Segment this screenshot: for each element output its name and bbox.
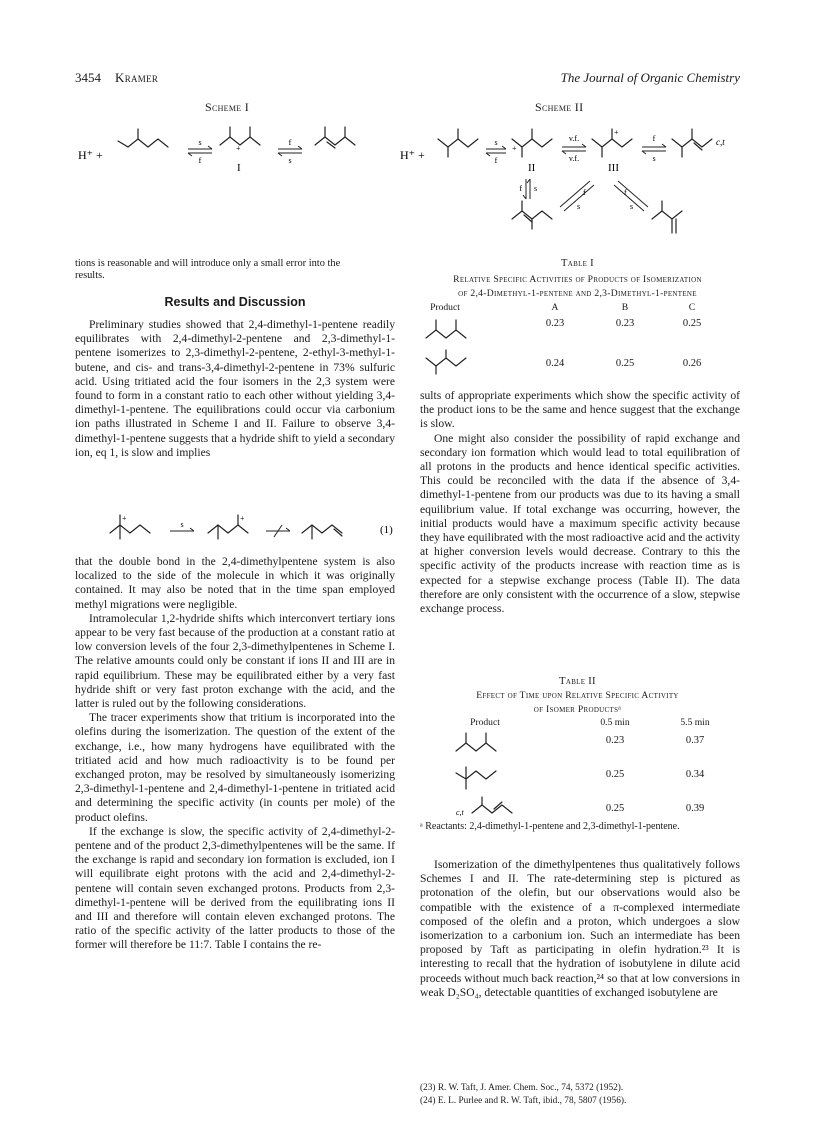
table-header: Product — [430, 302, 460, 313]
svg-text:c,t: c,t — [716, 137, 725, 147]
table-cell: 0.23 — [545, 318, 565, 329]
table-cell: 0.25 — [605, 803, 625, 814]
paragraph: The tracer experiments show that tritium is incorporated into the olefins during the isomerization. The question of the extent of the exchange, i.e., how many hydrogens have equilibrated with the tritiated acid and how much radioactivity is to be found per exchanged proton, may be resolved by simultaneously isomerizing 2,3-dimethyl-1-pentene and 2,4-dimethyl-1-pentene in tritiated acid and determining the specific activity (in counts per mole) of the product olefins. — [75, 711, 395, 824]
scheme-2-title: Scheme II — [535, 100, 584, 114]
paragraph: Isomerization of the dimethylpentenes thus qualitatively follows Schemes I and II. The rate-determining step is pictured as protonation of the olefin, but our observations would also be compatible with the existence of a π-complexed intermediate composed of the olefin and a proton, which undergoes a slow isomerization to a carbonium ion. Such an intermediate has been proposed by Taft as participating in olefin hydration.²³ It is interesting to recall that the hydration of isobutylene in dilute acid proceeds without much back reaction,²⁴ so that at low conversions in weak D₂SO₄, detectable quantities of exchanged isobutylene are — [420, 858, 740, 999]
product-2-3-dimethylpentene-structure — [420, 346, 480, 376]
paragraph: Intramolecular 1,2-hydride shifts which interconvert tertiary ions appear to be very fast because of the production at a constant ratio at low conversion levels of the four 2,3-dimethylpentenes in Scheme I. The relative amounts could only be constant if ions II and III are in rapid equilibrium. These may be equilibrated either by a very fast hydride shift or very fast proton exchange with the acid, and the latter is ruled out by the following considerations. — [75, 611, 395, 711]
left-intro — [75, 258, 395, 283]
table-cell: 0.25 — [615, 358, 635, 369]
section-heading: Results and Discussion — [164, 295, 306, 309]
svg-text:f: f — [624, 188, 627, 197]
paragraph: that the double bond in the 2,4-dimethylpentene system is also localized to the side of the molecule in which it was originally contained. It may also be noted that in the time span employed methyl migrations were negligible. — [75, 555, 395, 611]
svg-text:v.f.: v.f. — [568, 154, 580, 163]
svg-text:s: s — [180, 520, 184, 529]
page-number: 3454 — [75, 70, 101, 85]
svg-text:v.f.: v.f. — [568, 134, 580, 143]
svg-text:c,t: c,t — [456, 808, 464, 817]
table-1-title-1: Relative Specific Activities of Products of Isomerization — [453, 274, 702, 285]
svg-text:s: s — [494, 138, 498, 147]
product-structure — [450, 759, 510, 791]
table-cell: 0.26 — [682, 358, 702, 369]
paragraph: If the exchange is slow, the specific activity of 2,4-dimethyl-2-pentene and of the product 2,3-dimethylpentenes will be the same. If the exchange is rapid and secondary ion formation is excluded, ion I will equilibrate eight protons with the acid and 2,4-dimethyl-2-pentene will contain seven exchanged protons. Products from 2,3-dimethyl-1-pentene will be derived from the equilibrating ions II and III and therefore will contain eleven exchanged protons. The ratio of the specific activity of the latter products to those of the former will therefore be 11:7. Table I contains the re- — [75, 824, 395, 952]
scheme-2-diagram — [400, 115, 745, 245]
svg-text:(1): (1) — [380, 524, 393, 536]
product-structure-cis-trans — [450, 793, 520, 821]
table-2-footnote: ᵃ Reactants: 2,4-dimethyl-1-pentene and 2,3-dimethyl-1-pentene. — [420, 821, 680, 832]
table-cell: 0.24 — [545, 358, 565, 369]
svg-text:I: I — [237, 162, 241, 174]
svg-text:s: s — [652, 154, 656, 163]
svg-text:s: s — [630, 202, 634, 211]
svg-text:s: s — [577, 202, 581, 211]
running-author: Kramer — [115, 70, 159, 85]
table-2 — [420, 717, 740, 825]
svg-text:f: f — [198, 156, 202, 165]
journal-title: The Journal of Organic Chemistry — [560, 70, 740, 85]
svg-text:f: f — [583, 188, 586, 197]
svg-text:f: f — [494, 156, 498, 165]
svg-text:III: III — [608, 162, 619, 174]
table-cell: 0.23 — [605, 735, 625, 746]
table-1-title-2: of 2,4-Dimethyl-1-pentene and 2,3-Dimethyl-1-pentene — [458, 288, 697, 299]
table-header: Product — [470, 717, 500, 728]
left-body — [75, 555, 395, 953]
table-2-title-1: Effect of Time upon Relative Specific Activity — [476, 690, 679, 701]
table-1-label: Table I — [561, 258, 594, 269]
table-header: A — [551, 302, 559, 313]
product-2-4-dimethylpentene-structure — [420, 314, 480, 344]
table-header: 5.5 min — [680, 717, 710, 728]
svg-text:+: + — [614, 128, 619, 137]
paragraph: One might also consider the possibility of rapid exchange and secondary ion formation which would lead to total equilibration of all protons in the products and hence identical specific activities. This could be reconciled with the data if the absence of 3,4-dimethyl-1-pentene from our products was due to its having a small equilibrium value. If total exchange was occurring, however, the initial products would have a maximum specific activity because they have equilibrated with the most radioactive acid and the activity at higher conversion levels would decrease. Contrary to this the specific activity of the products increase with reaction time as is expected for a stepwise exchange process (Table II). The data therefore are only consistent with the occurrence of a slow, stepwise exchange process. — [420, 431, 741, 616]
svg-text:+: + — [236, 144, 241, 153]
svg-text:+: + — [240, 514, 245, 523]
table-cell: 0.37 — [685, 735, 705, 746]
table-header: C — [688, 302, 696, 313]
left-paragraph-1 — [75, 318, 395, 460]
svg-text:f: f — [652, 134, 656, 143]
scheme-1-title: Scheme I — [205, 100, 250, 114]
table-cell: 0.34 — [685, 769, 705, 780]
table-header: B — [621, 302, 629, 313]
scheme-1-diagram — [70, 115, 400, 185]
right-body-2 — [420, 858, 740, 1000]
svg-text:H⁺ +: H⁺ + — [400, 148, 425, 162]
svg-text:H⁺ +: H⁺ + — [78, 148, 103, 162]
svg-text:f: f — [288, 138, 292, 147]
table-cell: 0.23 — [615, 318, 635, 329]
paragraph: sults of appropriate experiments which show the specific activity of the product ions to be the same and hence suggest that the exchange is slow. — [420, 389, 740, 431]
table-cell: 0.25 — [605, 769, 625, 780]
footnote-24: (24) E. L. Purlee and R. W. Taft, ibid., 78, 5807 (1956). — [420, 1096, 627, 1106]
table-1 — [420, 302, 740, 382]
equation-1 — [100, 505, 400, 550]
right-body-1 — [420, 389, 740, 616]
table-cell: 0.25 — [682, 318, 702, 329]
svg-text:s: s — [198, 138, 202, 147]
intro-line-1: tions is reasonable and will introduce only a small error into the — [75, 258, 341, 269]
footnote-23: (23) R. W. Taft, J. Amer. Chem. Soc., 74, 5372 (1952). — [420, 1083, 624, 1093]
table-cell: 0.39 — [685, 803, 705, 814]
intro-line-2: results. — [75, 270, 105, 282]
svg-text:s: s — [288, 156, 292, 165]
table-2-label: Table II — [559, 676, 596, 687]
svg-text:f: f — [519, 184, 522, 193]
product-structure — [450, 729, 510, 759]
svg-text:+: + — [512, 144, 517, 153]
paragraph: Preliminary studies showed that 2,4-dimethyl-1-pentene readily equilibrates with 2,4-dimethyl-2-pentene and 2,3-dimethyl-1-pentene isomerizes to 2,3-dimethyl-2-pentene, 2-ethyl-3-methyl-1-butene, and cis- and trans-3,4-dimethyl-2-pentene in 73% sulfuric acid. Using tritiated acid the four isomers in the 2,3 system were found to form in a constant ratio to each other without yielding 3,4-dimethyl-1-pentene. The equilibrations could occur via carbonium ion paths illustrated in Scheme I and II. Failure to observe 3,4-dimethyl-1-pentene suggests that a hydride shift to yield a secondary ion, eq 1, is slow and implies — [75, 318, 395, 459]
table-2-title-2: of Isomer Productsᵃ — [533, 704, 622, 715]
svg-text:s: s — [534, 184, 538, 193]
svg-text:+: + — [122, 514, 127, 523]
svg-text:II: II — [528, 162, 536, 174]
table-header: 0.5 min — [600, 717, 630, 728]
